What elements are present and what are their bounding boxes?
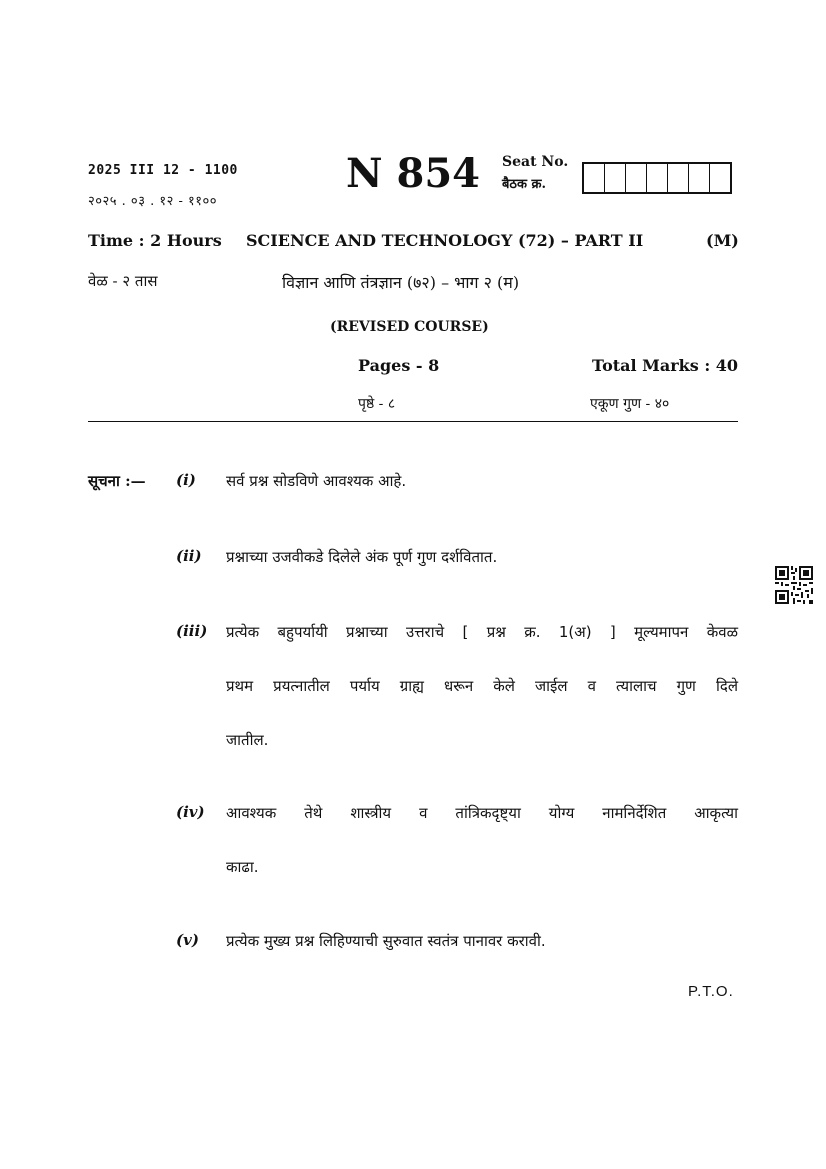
paper-code: N 854 bbox=[346, 150, 480, 197]
instruction-number: (iii) bbox=[176, 622, 208, 640]
seat-label-marathi: बैठक क्र. bbox=[502, 177, 546, 192]
subject-marathi: विज्ञान आणि तंत्रज्ञान (७२) – भाग २ (म) bbox=[282, 273, 520, 292]
instruction-line: प्रश्नाच्या उजवीकडे दिलेले अंक पूर्ण गुण दर्शवितात. bbox=[226, 548, 498, 566]
seat-digit-box[interactable] bbox=[689, 164, 710, 192]
instruction-item bbox=[226, 622, 738, 784]
seat-digit-box[interactable] bbox=[647, 164, 668, 192]
seat-digit-box[interactable] bbox=[584, 164, 605, 192]
instruction-item bbox=[226, 547, 738, 601]
instruction-number: (ii) bbox=[176, 547, 202, 565]
qr-code-icon bbox=[775, 566, 813, 604]
exam-code-marathi: २०२५ . ०३ . १२ - ११०० bbox=[88, 194, 218, 209]
subject-english: SCIENCE AND TECHNOLOGY (72) – PART II bbox=[246, 231, 644, 250]
please-turn-over: P.T.O. bbox=[688, 983, 734, 1000]
instruction-number: (iv) bbox=[176, 803, 205, 821]
instruction-number: (v) bbox=[176, 931, 199, 949]
seat-digit-box[interactable] bbox=[668, 164, 689, 192]
seat-digit-box[interactable] bbox=[626, 164, 647, 192]
instruction-line: आवश्यक तेथे शास्त्रीय व तांत्रिकदृष्ट्या योग्य नामनिर्देशित आकृत्या bbox=[226, 804, 738, 822]
time-marathi: वेळ - २ तास bbox=[88, 272, 158, 290]
time-english: Time : 2 Hours bbox=[88, 231, 222, 250]
pages-english: Pages - 8 bbox=[358, 356, 440, 375]
course-label: (REVISED COURSE) bbox=[330, 319, 489, 335]
medium-label: (M) bbox=[706, 231, 739, 250]
instruction-item bbox=[226, 803, 738, 911]
total-marks-marathi: एकूण गुण - ४० bbox=[590, 396, 670, 412]
seat-number-boxes[interactable] bbox=[582, 162, 732, 194]
total-marks-english: Total Marks : 40 bbox=[592, 356, 739, 375]
instruction-number: (i) bbox=[176, 471, 196, 489]
instruction-item bbox=[226, 471, 738, 525]
exam-code-english: 2025 III 12 - 1100 bbox=[88, 163, 238, 178]
instruction-line: काढा. bbox=[226, 858, 259, 876]
pages-marathi: पृष्ठे - ८ bbox=[358, 396, 396, 412]
instruction-line: जातील. bbox=[226, 731, 269, 749]
instructions-label: सूचना :— bbox=[88, 472, 146, 490]
header-divider bbox=[88, 421, 738, 422]
instruction-line: सर्व प्रश्न सोडविणे आवश्यक आहे. bbox=[226, 472, 407, 490]
instruction-line: प्रत्येक बहुपर्यायी प्रश्नाच्या उत्तराचे [ प्रश्न क्र. 1(अ) ] मूल्यमापन केवळ bbox=[226, 623, 738, 641]
instruction-item bbox=[226, 931, 738, 985]
seat-label-english: Seat No. bbox=[502, 154, 569, 170]
seat-digit-box[interactable] bbox=[710, 164, 730, 192]
instruction-line: प्रत्येक मुख्य प्रश्न लिहिण्याची सुरुवात स्वतंत्र पानावर करावी. bbox=[226, 932, 546, 950]
instruction-line: प्रथम प्रयत्नातील पर्याय ग्राह्य धरून केले जाईल व त्यालाच गुण दिले bbox=[226, 677, 738, 695]
seat-digit-box[interactable] bbox=[605, 164, 626, 192]
